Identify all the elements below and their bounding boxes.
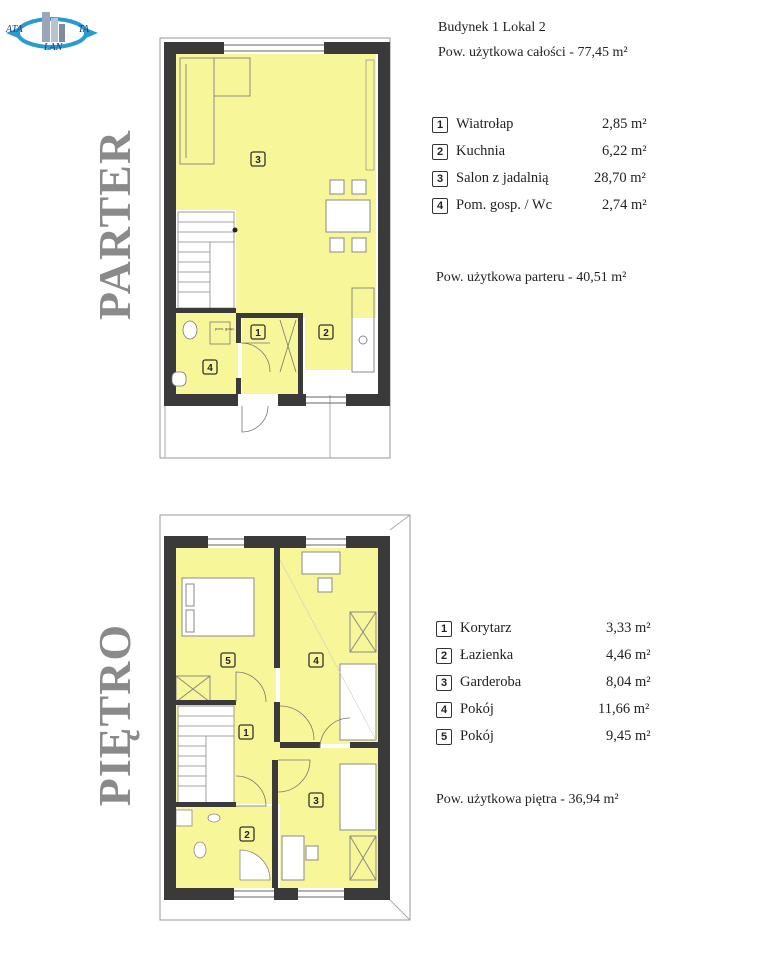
pietro-stairs xyxy=(178,706,234,804)
room-number-badge: 2 xyxy=(432,144,448,160)
room-name: Korytarz xyxy=(460,620,512,636)
svg-text:3: 3 xyxy=(255,155,261,166)
room-name: Pokój xyxy=(460,728,494,744)
svg-text:3: 3 xyxy=(313,796,319,807)
total-area: Pow. użytkowa całości - 77,45 m² xyxy=(438,45,628,60)
room-area: 6,22 m² xyxy=(602,143,647,159)
pietro-room-row xyxy=(436,701,494,718)
svg-text:1: 1 xyxy=(243,728,249,739)
parter-room-row xyxy=(432,143,505,160)
room-name: Pokój xyxy=(460,701,494,717)
room-area: 11,66 m² xyxy=(598,701,650,717)
room-area: 2,74 m² xyxy=(602,197,647,213)
room-number-badge: 3 xyxy=(432,171,448,187)
parter-room-row xyxy=(432,116,513,133)
room-name: Wiatrołap xyxy=(456,116,514,132)
parter-utility-note: pom. gosp. xyxy=(215,326,235,331)
pietro-floor-label: PIĘTRO xyxy=(89,623,140,807)
room-area: 9,45 m² xyxy=(606,728,651,744)
svg-text:1: 1 xyxy=(255,328,261,339)
pietro-room5-bed xyxy=(182,578,254,636)
pietro-plan xyxy=(160,515,410,920)
room-number-badge: 3 xyxy=(436,675,452,691)
room-area: 3,33 m² xyxy=(606,620,651,636)
room-area: 8,04 m² xyxy=(606,674,651,690)
pietro-room-row xyxy=(436,674,521,691)
room-number-badge: 4 xyxy=(436,702,452,718)
room-number-badge: 1 xyxy=(432,117,448,133)
logo-text-bottom: LAN xyxy=(44,42,63,53)
pietro-room-row xyxy=(436,728,494,745)
logo-text-left: ATA xyxy=(6,24,23,35)
room-area: 4,46 m² xyxy=(606,647,651,663)
parter-floor-label: PARTER xyxy=(89,129,140,321)
room-number-badge: 4 xyxy=(432,198,448,214)
parter-room-row xyxy=(432,197,552,214)
pietro-room-row xyxy=(436,647,513,664)
pietro-total-area: Pow. użytkowa piętra - 36,94 m² xyxy=(436,792,619,807)
svg-text:5: 5 xyxy=(225,656,231,667)
parter-plan xyxy=(160,38,390,458)
room-name: Kuchnia xyxy=(456,143,506,159)
room-area: 2,85 m² xyxy=(602,116,647,132)
svg-text:4: 4 xyxy=(313,656,319,667)
svg-text:2: 2 xyxy=(323,328,329,339)
room-area: 28,70 m² xyxy=(594,170,646,186)
room-name: Pom. gosp. / Wc xyxy=(456,197,552,213)
parter-total-area: Pow. użytkowa parteru - 40,51 m² xyxy=(436,270,627,285)
svg-text:4: 4 xyxy=(207,363,213,374)
room-number-badge: 2 xyxy=(436,648,452,664)
building-title: Budynek 1 Lokal 2 xyxy=(438,20,546,35)
svg-text:2: 2 xyxy=(244,830,250,841)
room-number-badge: 1 xyxy=(436,621,452,637)
room-name: Łazienka xyxy=(460,647,514,663)
room-number-badge: 5 xyxy=(436,729,452,745)
logo-text-right: TA xyxy=(78,24,89,35)
pietro-room-row xyxy=(436,620,512,637)
room-name: Garderoba xyxy=(460,674,522,690)
parter-room-row xyxy=(432,170,549,187)
room-name: Salon z jadalnią xyxy=(456,170,549,186)
